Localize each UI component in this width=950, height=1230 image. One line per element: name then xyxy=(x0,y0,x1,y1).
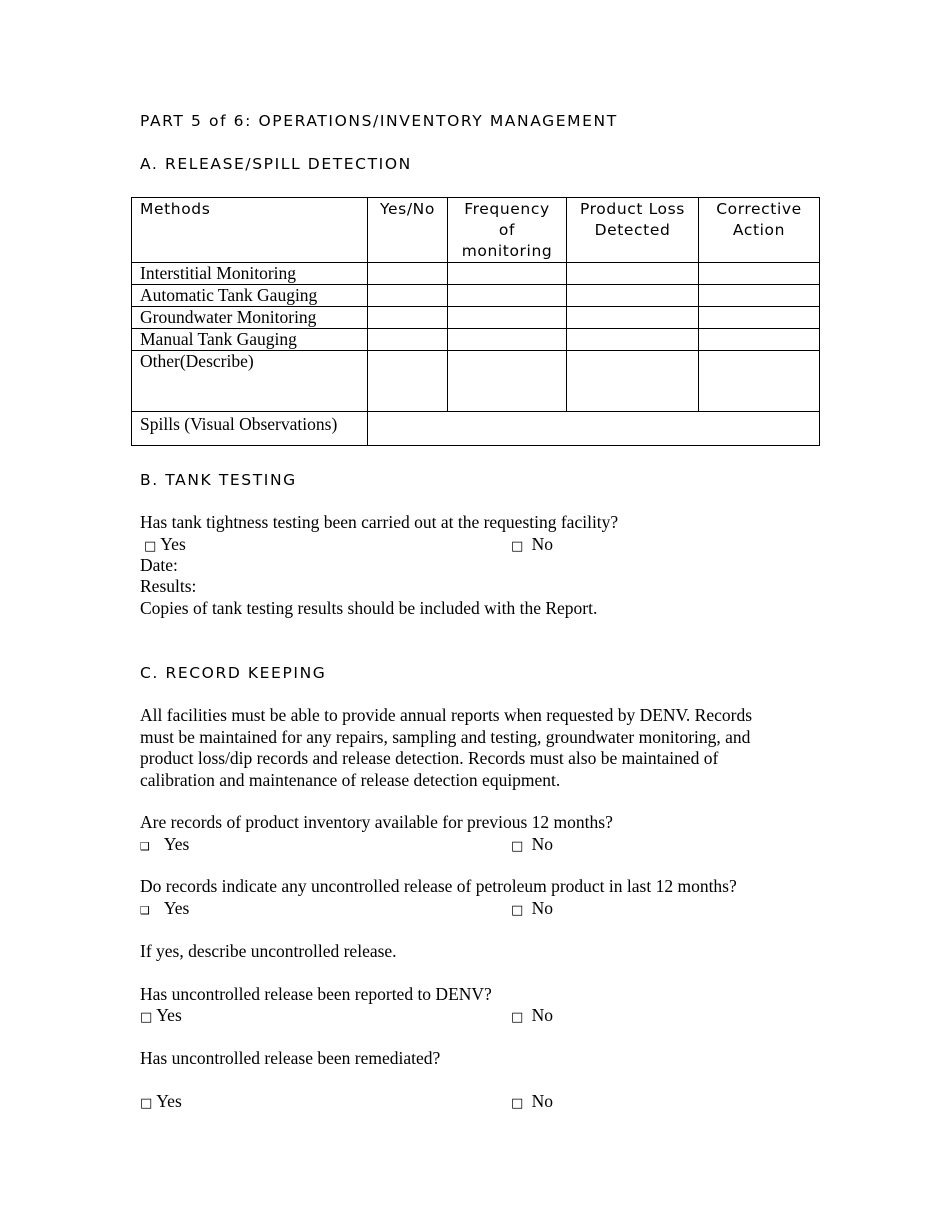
loss-cell[interactable] xyxy=(567,285,699,307)
loss-cell[interactable] xyxy=(567,351,699,412)
checkbox-icon[interactable]: □ xyxy=(140,1096,153,1111)
header-frequency: Frequency of monitoring xyxy=(448,198,567,263)
reported-no-option[interactable]: □ No xyxy=(511,1005,554,1025)
inventory-no-option[interactable]: □ No xyxy=(511,834,554,854)
method-label: Manual Tank Gauging xyxy=(132,329,368,351)
method-label: Automatic Tank Gauging xyxy=(132,285,368,307)
yes-no-cell[interactable] xyxy=(368,329,448,351)
reported-yes-option[interactable]: □ Yes xyxy=(140,1005,182,1025)
frequency-cell[interactable] xyxy=(448,351,567,412)
table-header-row xyxy=(132,198,820,263)
loss-cell[interactable] xyxy=(567,263,699,285)
action-cell[interactable] xyxy=(699,351,820,412)
method-label: Interstitial Monitoring xyxy=(132,263,368,285)
yes-no-cell[interactable] xyxy=(368,285,448,307)
section-c-title: C. RECORD KEEPING xyxy=(140,664,327,682)
tank-testing-yes-option[interactable]: □ Yes xyxy=(144,534,186,554)
release-detection-table xyxy=(131,197,820,446)
loss-cell[interactable] xyxy=(567,307,699,329)
question-reported: Has uncontrolled release been reported to DENV? xyxy=(140,984,492,1004)
spills-row xyxy=(132,412,820,446)
tank-testing-question: Has tank tightness testing been carried out at the requesting facility? xyxy=(140,512,619,532)
release-no-option[interactable]: □ No xyxy=(511,898,554,918)
header-corrective-action: Corrective Action xyxy=(699,198,820,263)
part-title: PART 5 of 6: OPERATIONS/INVENTORY MANAGEMENT xyxy=(140,112,618,130)
checkbox-icon[interactable]: □ xyxy=(511,1096,524,1111)
checkbox-icon[interactable]: □ xyxy=(140,1010,153,1025)
table-row xyxy=(132,329,820,351)
checkbox-icon[interactable]: □ xyxy=(511,539,524,554)
checkbox-icon[interactable]: ❑ xyxy=(140,840,150,853)
spills-label: Spills (Visual Observations) xyxy=(132,412,368,446)
method-label: Groundwater Monitoring xyxy=(132,307,368,329)
tank-testing-no-option[interactable]: □ No xyxy=(511,534,554,554)
frequency-cell[interactable] xyxy=(448,329,567,351)
table-row xyxy=(132,285,820,307)
checkbox-icon[interactable]: □ xyxy=(511,903,524,918)
section-a-title: A. RELEASE/SPILL DETECTION xyxy=(140,155,412,173)
question-remediated: Has uncontrolled release been remediated? xyxy=(140,1048,441,1068)
yes-no-cell[interactable] xyxy=(368,351,448,412)
header-product-loss: Product Loss Detected xyxy=(567,198,699,263)
checkbox-icon[interactable]: ❑ xyxy=(140,904,150,917)
remediated-yes-option[interactable]: □ Yes xyxy=(140,1091,182,1111)
remediated-no-option[interactable]: □ No xyxy=(511,1091,554,1111)
frequency-cell[interactable] xyxy=(448,285,567,307)
action-cell[interactable] xyxy=(699,263,820,285)
record-keeping-paragraph: All facilities must be able to provide annual reports when requested by DENV. Records must be maintained for any repairs, sampling and testing, groundwater monitoring, and product loss/dip records and release detection. Records must also be maintained of calibration and maintenance of release detection equipment. xyxy=(140,705,753,790)
question-inventory-records: Are records of product inventory available for previous 12 months? xyxy=(140,812,613,832)
header-methods: Methods xyxy=(132,198,368,263)
question-uncontrolled-release: Do records indicate any uncontrolled release of petroleum product in last 12 months? xyxy=(140,876,737,896)
yes-no-cell[interactable] xyxy=(368,307,448,329)
action-cell[interactable] xyxy=(699,285,820,307)
header-yes-no: Yes/No xyxy=(368,198,448,263)
table-row xyxy=(132,263,820,285)
method-label: Other(Describe) xyxy=(132,351,368,412)
table-row xyxy=(132,307,820,329)
yes-no-cell[interactable] xyxy=(368,263,448,285)
release-yes-option[interactable]: ❑ Yes xyxy=(140,898,190,918)
frequency-cell[interactable] xyxy=(448,307,567,329)
describe-release-prompt: If yes, describe uncontrolled release. xyxy=(140,941,397,961)
frequency-cell[interactable] xyxy=(448,263,567,285)
action-cell[interactable] xyxy=(699,329,820,351)
action-cell[interactable] xyxy=(699,307,820,329)
section-b-title: B. TANK TESTING xyxy=(140,471,297,489)
results-label: Results: xyxy=(140,576,197,596)
date-label: Date: xyxy=(140,555,178,575)
spills-cell[interactable] xyxy=(368,412,820,446)
checkbox-icon[interactable]: □ xyxy=(511,1010,524,1025)
table-row xyxy=(132,351,820,412)
inventory-yes-option[interactable]: ❑ Yes xyxy=(140,834,190,854)
loss-cell[interactable] xyxy=(567,329,699,351)
testing-note: Copies of tank testing results should be included with the Report. xyxy=(140,598,598,618)
checkbox-icon[interactable]: □ xyxy=(511,839,524,854)
checkbox-icon[interactable]: □ xyxy=(144,539,157,554)
